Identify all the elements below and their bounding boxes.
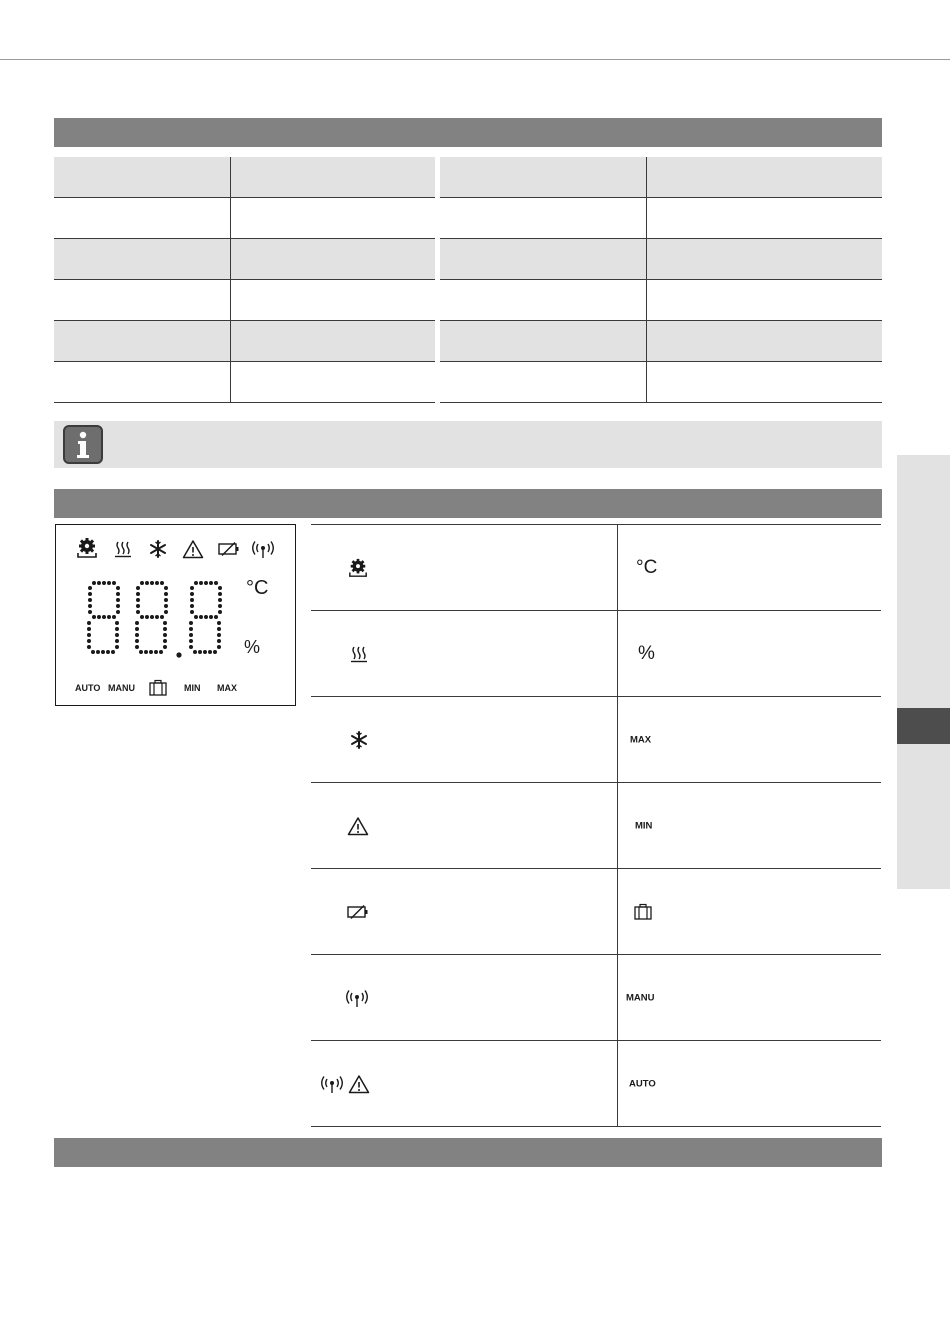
suitcase-icon xyxy=(633,903,653,921)
max-symbol: MAX xyxy=(630,734,652,745)
lcd-max-label: MAX xyxy=(217,683,237,693)
min-symbol: MIN xyxy=(635,820,653,831)
snowflake-icon xyxy=(148,539,168,559)
spec-table-right xyxy=(440,157,882,403)
radio-signal-icon xyxy=(344,988,370,1008)
header-rule xyxy=(0,59,950,60)
section-header-band-bottom xyxy=(54,1138,882,1167)
lcd-display-diagram xyxy=(55,524,296,706)
radio-signal-icon xyxy=(319,1074,345,1094)
radio-signal-icon xyxy=(250,539,276,559)
section-header-band-display xyxy=(54,489,882,518)
side-tab xyxy=(897,455,950,889)
manu-symbol: MANU xyxy=(626,992,655,1003)
section-header-band xyxy=(54,118,882,147)
lcd-celsius-label: °C xyxy=(246,577,269,599)
heat-icon xyxy=(350,645,368,663)
warning-icon xyxy=(182,539,204,559)
heat-icon xyxy=(114,540,132,558)
info-note-box xyxy=(54,421,882,468)
symbol-legend-table xyxy=(311,524,881,1127)
lcd-manu-label: MANU xyxy=(108,683,135,693)
seven-segment-digits xyxy=(76,575,236,665)
side-tab-active-marker xyxy=(897,708,950,744)
info-icon xyxy=(63,425,103,464)
spec-table-left xyxy=(54,157,435,403)
suitcase-icon xyxy=(148,679,168,697)
celsius-symbol: °C xyxy=(636,556,658,578)
snowflake-icon xyxy=(349,730,369,750)
battery-low-icon xyxy=(217,541,241,557)
percent-symbol: % xyxy=(638,642,655,664)
gear-home-icon xyxy=(348,558,368,578)
auto-symbol: AUTO xyxy=(629,1078,656,1089)
warning-icon xyxy=(347,816,369,836)
lcd-auto-label: AUTO xyxy=(75,683,101,693)
battery-low-icon xyxy=(346,904,370,920)
warning-icon xyxy=(348,1074,370,1094)
lcd-min-label: MIN xyxy=(184,683,201,693)
gear-home-icon xyxy=(76,537,98,559)
lcd-percent-label: % xyxy=(244,637,261,657)
